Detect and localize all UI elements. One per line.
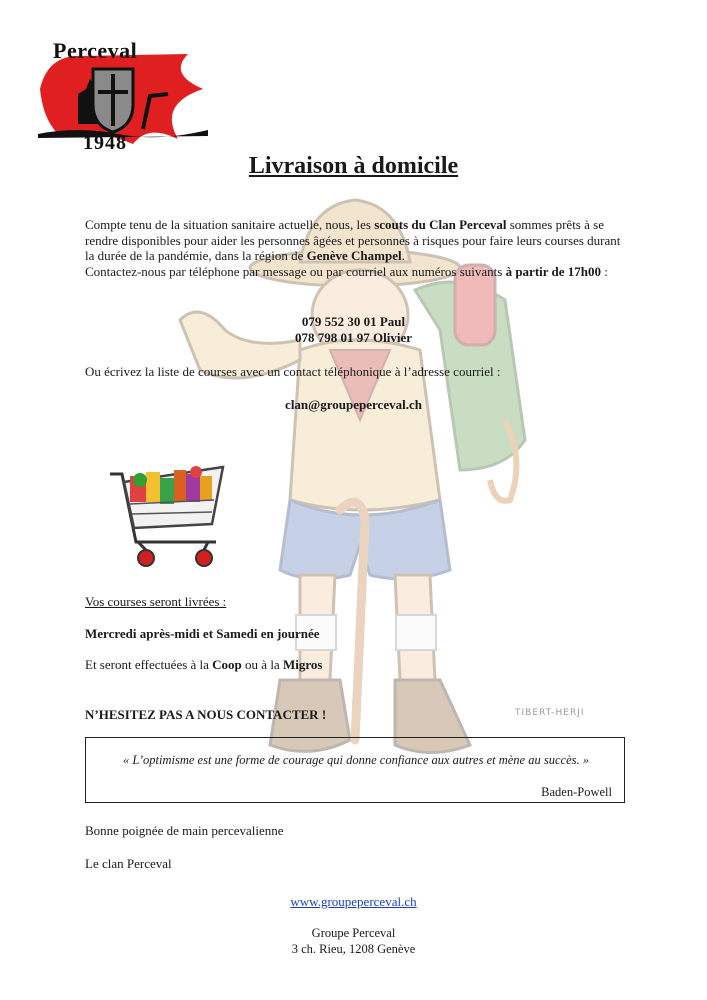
- delivery-shops: [85, 657, 630, 673]
- shops-text-1: Et seront effectuées à la: [85, 657, 213, 672]
- illustrator-signature: TIBERT-HERJI: [515, 708, 585, 718]
- clan-name: scouts du Clan Perceval: [374, 217, 507, 232]
- phone-contact-olivier: 078 798 01 97 Olivier: [295, 330, 412, 345]
- email-address[interactable]: clan@groupeperceval.ch: [285, 397, 422, 412]
- shopping-cart-icon: [108, 462, 230, 574]
- closing-greeting: Bonne poignée de main percevalienne: [85, 823, 284, 838]
- phone-contact-paul: 079 552 30 01 Paul: [301, 314, 406, 329]
- website-link[interactable]: www.groupeperceval.ch: [290, 894, 417, 909]
- quote-box: [85, 737, 625, 803]
- contact-instructions: Contactez-nous par téléphone par message ou par courriel aux numéros suivants: [85, 263, 506, 279]
- call-to-action: N’HESITEZ PAS A NOUS CONTACTER !: [85, 707, 327, 722]
- closing-signature: Le clan Perceval: [85, 856, 172, 871]
- quote-text: « L’optimisme est une forme de courage qui donne confiance aux autres et mène au succès. »: [123, 753, 589, 767]
- page-title: Livraison à domicile: [248, 153, 459, 179]
- delivery-heading: Vos courses seront livrées :: [85, 594, 227, 609]
- quote-author: Baden-Powell: [541, 785, 612, 799]
- contact-time: à partir de 17h00: [505, 263, 602, 279]
- logo-year: 1948: [83, 132, 127, 154]
- intro-text-2: sommes prêts à se rendre disponibles pour aider les personnes âgées et personnes à risques pour faire leurs courses durant la durée de la pandémie, dans la région de: [85, 217, 621, 263]
- contact-colon: :: [601, 263, 608, 279]
- phone-contacts: [0, 314, 707, 346]
- footer-org: Groupe Perceval: [311, 926, 396, 940]
- shop-coop: Coop: [212, 657, 242, 672]
- intro-text-3: .: [401, 248, 405, 263]
- footer-address: 3 ch. Rieu, 1208 Genève: [291, 942, 416, 956]
- delivery-days: Mercredi après-midi et Samedi en journée: [85, 626, 320, 641]
- logo-title: Perceval: [53, 38, 138, 63]
- region-name: Genève Champel: [306, 248, 402, 263]
- shops-text-2: ou à la: [241, 657, 283, 672]
- email-intro: Ou écrivez la liste de courses avec un contact téléphonique à l’adresse courriel :: [85, 364, 501, 379]
- intro-text-1: Compte tenu de la situation sanitaire actuelle, nous, les: [85, 217, 375, 232]
- shop-migros: Migros: [282, 657, 323, 672]
- intro-paragraph: [85, 217, 630, 279]
